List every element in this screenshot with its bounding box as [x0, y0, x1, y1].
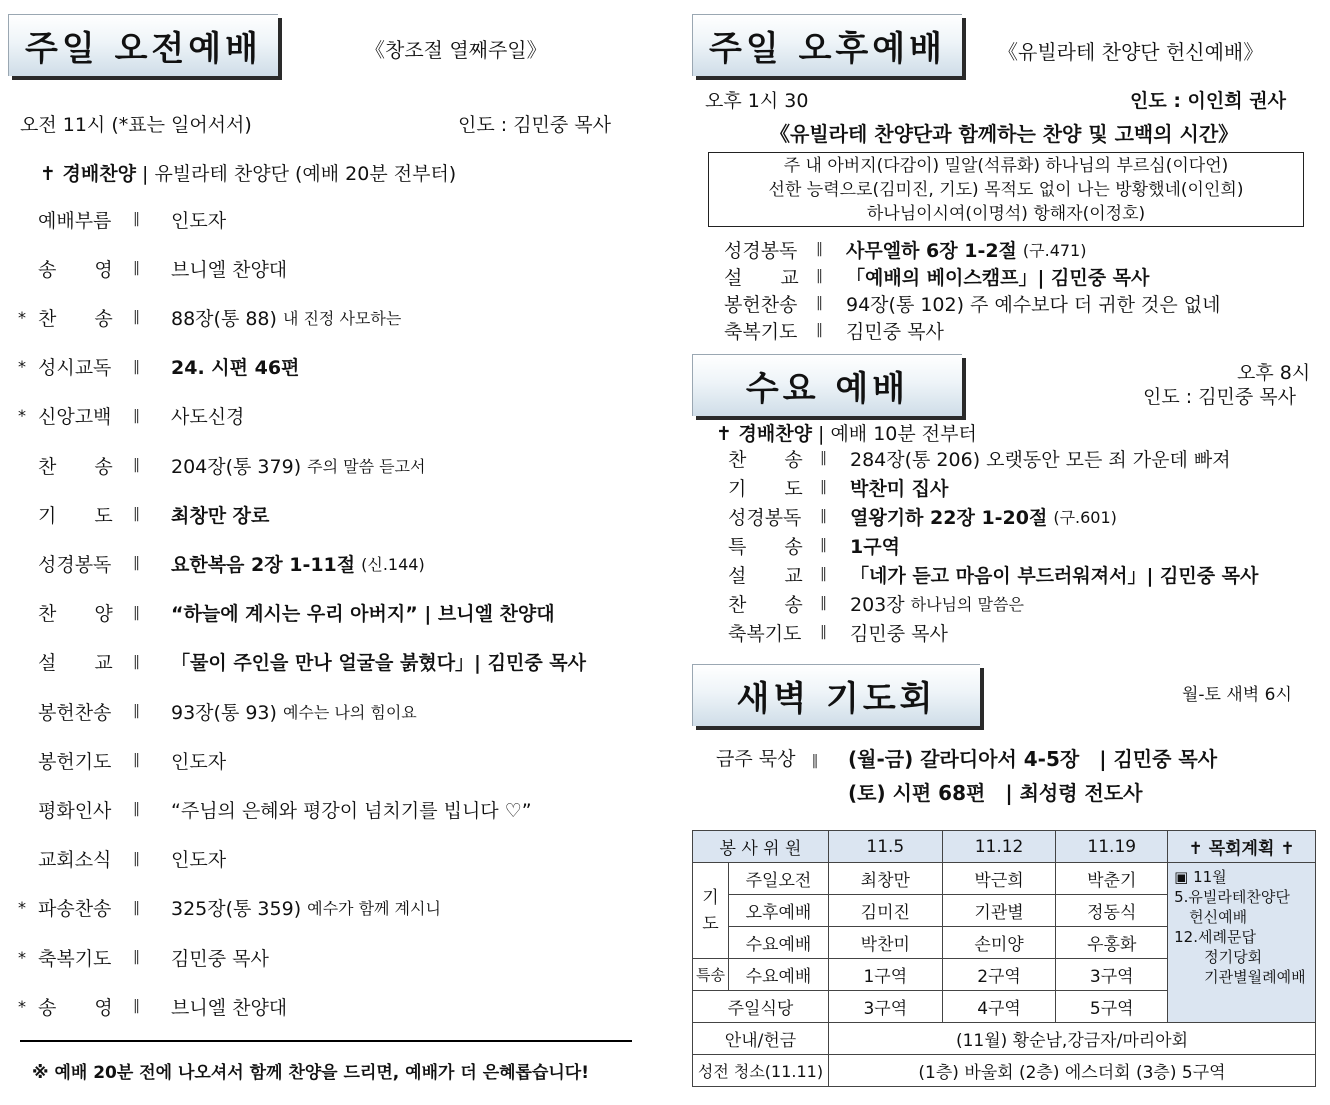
order-label: 기 도: [728, 477, 803, 500]
order-value: 김민중 목사: [850, 622, 948, 645]
cleaning-label: 성전 청소(11.11): [693, 1055, 829, 1087]
order-label: 예배부름: [38, 209, 112, 232]
order-label: 축복기도: [728, 622, 802, 645]
order-extra: 내 진정 사모하는: [282, 308, 402, 328]
special-song-label: 특송: [693, 959, 729, 991]
order-separator: ‖: [133, 949, 140, 965]
order-separator: ‖: [133, 211, 140, 227]
order-row: [728, 531, 900, 559]
duty-cell: 3구역: [1056, 959, 1168, 991]
afternoon-service-title: 주일 오후예배: [692, 14, 962, 76]
duty-row-label: 오후예배: [728, 895, 828, 927]
order-label: 축복기도: [38, 947, 112, 970]
order-separator: ‖: [133, 555, 140, 572]
order-separator: ‖: [820, 566, 827, 582]
order-value: 박찬미 집사: [850, 477, 949, 500]
duty-table: [692, 830, 1316, 1087]
order-value: 325장(통 359): [171, 898, 302, 921]
stand-marker: *: [18, 898, 26, 918]
prayer-group-label: 기 도: [693, 863, 729, 959]
dawn-label: 금주 묵상 ‖: [716, 748, 819, 770]
order-row: [724, 262, 1149, 290]
afternoon-song-list: [708, 152, 1304, 227]
order-label: 교회소식: [38, 849, 112, 872]
stand-marker: *: [18, 406, 26, 426]
dawn-line-saturday: (토) 시편 68편 | 최성령 전도사: [848, 781, 1143, 805]
duty-cell: 기관별: [942, 895, 1056, 927]
order-row: [724, 289, 1221, 317]
duty-cell: 박춘기: [1056, 863, 1168, 895]
order-separator: ‖: [133, 752, 140, 769]
order-value: 204장(통 379): [171, 455, 302, 478]
order-row: [18, 204, 226, 234]
order-separator: ‖: [820, 479, 827, 495]
order-extra: 예수가 함께 계시니: [307, 899, 441, 919]
morning-pre-praise: ✝ 경배찬양 | 유빌라테 찬양단 (예배 20분 전부터): [40, 163, 457, 185]
order-label: 봉헌찬송: [724, 293, 798, 316]
order-separator: ‖: [133, 358, 140, 375]
order-separator: ‖: [133, 703, 140, 719]
order-row: [18, 893, 441, 923]
order-separator: ‖: [133, 260, 140, 277]
order-separator: ‖: [133, 998, 140, 1015]
order-label: 성경봉독: [38, 553, 112, 576]
duty-cell: 최창만: [828, 863, 942, 895]
order-value: 사무엘하 6장 1-2절: [846, 239, 1017, 262]
duty-date: 11.5: [828, 831, 942, 863]
order-label: 평화인사: [38, 799, 112, 822]
order-row: [18, 548, 425, 578]
duty-row-label: 주일오전: [728, 863, 828, 895]
wednesday-service-title: 수요 예배: [692, 354, 962, 416]
order-separator: ‖: [816, 322, 823, 338]
order-value: 「네가 듣고 마음이 부드러워져서」| 김민중 목사: [850, 564, 1259, 587]
order-row: [18, 302, 401, 332]
order-value: “주님의 은혜와 평강이 넘치기를 빕니다 ♡”: [171, 799, 532, 822]
order-extra: 주의 말씀 듣고서: [307, 456, 426, 476]
order-value: 인도자: [171, 209, 227, 232]
song-line: 주 내 아버지(다감이) 밀알(석류화) 하나님의 부르심(이다언): [783, 156, 1229, 176]
order-value: 인도자: [171, 849, 227, 872]
wednesday-pre-praise: ✝ 경배찬양 | 예배 10분 전부터: [716, 423, 977, 445]
order-label: 신앙고백: [38, 406, 112, 429]
morning-service-title: 주일 오전예배: [8, 14, 278, 76]
duty-date: 11.12: [942, 831, 1056, 863]
duty-cell: 5구역: [1056, 991, 1168, 1023]
order-row: [18, 794, 532, 824]
order-value: “하늘에 계시는 우리 아버지” | 브니엘 찬양대: [171, 603, 555, 626]
order-separator: ‖: [820, 450, 827, 466]
stand-marker: *: [18, 947, 26, 967]
order-row: [18, 844, 226, 874]
order-value: 김민중 목사: [171, 947, 269, 970]
order-separator: ‖: [816, 295, 823, 311]
order-row: [18, 401, 244, 431]
order-row: [728, 502, 1117, 530]
duty-row-label: 수요예배: [728, 959, 828, 991]
dawn-time: 월-토 새벽 6시: [1182, 685, 1292, 705]
guide-value: (11월) 황순남,강금자/마리아회: [828, 1023, 1315, 1055]
order-row: [18, 598, 555, 628]
order-label: 설 교: [728, 564, 803, 587]
order-separator: ‖: [820, 624, 827, 640]
order-label: 찬 송: [38, 455, 113, 478]
order-value: 88장(통 88): [171, 307, 277, 330]
order-label: 설 교: [38, 652, 113, 675]
morning-time: 오전 11시 (*표는 일어서서): [20, 114, 252, 136]
order-row: [18, 352, 299, 382]
morning-leader: 인도 : 김민중 목사: [458, 114, 611, 136]
order-label: 송 영: [38, 258, 113, 281]
order-value: 「예배의 베이스캠프」| 김민중 목사: [846, 266, 1150, 289]
order-separator: ‖: [133, 653, 140, 670]
order-separator: ‖: [133, 309, 140, 326]
duty-cell: 우홍화: [1056, 927, 1168, 959]
morning-notice: ※ 예배 20분 전에 나오셔서 함께 찬양을 드리면, 예배가 더 은혜롭습니다!: [32, 1063, 589, 1083]
order-separator: ‖: [820, 508, 827, 524]
order-value: 최창만 장로: [171, 504, 270, 527]
order-separator: ‖: [133, 407, 140, 424]
guide-label: 안내/헌금: [693, 1023, 829, 1055]
duty-cell: 1구역: [828, 959, 942, 991]
order-label: 축복기도: [724, 320, 798, 343]
order-row: [18, 647, 586, 677]
order-separator: ‖: [820, 595, 827, 611]
order-row: [18, 253, 287, 283]
order-row: [728, 618, 948, 646]
order-extra: 하나님의 말씀은: [910, 594, 1024, 614]
order-row: [728, 444, 1231, 472]
duty-cell: 박근희: [942, 863, 1056, 895]
order-extra: (구.471): [1022, 240, 1087, 260]
order-separator: ‖: [133, 457, 140, 473]
order-value: 「물이 주인을 만나 얼굴을 붉혔다」| 김민중 목사: [171, 652, 587, 675]
order-extra: 예수는 나의 힘이요: [282, 702, 417, 722]
divider-line: [20, 1040, 632, 1042]
order-separator: ‖: [816, 241, 823, 257]
song-line: 선한 능력으로(김미진, 기도) 목적도 없이 나는 방황했네(이인희): [768, 180, 1244, 200]
order-value: 열왕기하 22장 1-20절: [850, 506, 1048, 529]
order-row: [18, 745, 226, 775]
order-row: [18, 450, 425, 480]
order-separator: ‖: [816, 268, 823, 284]
order-extra: (구.601): [1053, 507, 1117, 527]
order-separator: ‖: [133, 801, 140, 818]
order-row: [728, 589, 1024, 617]
order-value: 1구역: [850, 535, 900, 558]
order-label: 성경봉독: [728, 506, 802, 529]
plan-title: ✝ 목회계획 ✝: [1168, 831, 1316, 863]
order-separator: ‖: [133, 604, 140, 621]
duty-cell: 4구역: [942, 991, 1056, 1023]
order-label: 기 도: [38, 504, 113, 527]
order-row: [18, 942, 269, 972]
order-label: 찬 송: [728, 593, 803, 616]
order-separator: ‖: [820, 537, 827, 553]
order-label: 찬 송: [38, 307, 113, 330]
duty-header: 봉 사 위 원: [693, 831, 829, 863]
afternoon-theme: 《유빌라테 찬양단과 함께하는 찬양 및 고백의 시간》: [770, 122, 1239, 146]
order-row: [18, 499, 269, 529]
order-row: [728, 560, 1258, 588]
morning-subtitle: 《창조절 열째주일》: [365, 38, 547, 62]
order-value: 브니엘 찬양대: [171, 258, 288, 281]
wednesday-leader: 인도 : 김민중 목사: [1143, 386, 1296, 408]
cleaning-value: (1층) 바울회 (2층) 에스더회 (3층) 5구역: [828, 1055, 1315, 1087]
afternoon-subtitle: 《유빌라테 찬양단 헌신예배》: [998, 40, 1264, 64]
duty-cell: 손미양: [942, 927, 1056, 959]
order-value: 사도신경: [171, 406, 245, 429]
order-label: 찬 양: [38, 603, 113, 626]
duty-cell: 김미진: [828, 895, 942, 927]
order-separator: ‖: [133, 899, 140, 916]
afternoon-leader: 인도 : 이인희 권사: [1130, 90, 1286, 112]
order-value: 인도자: [171, 750, 227, 773]
order-value: 24. 시편 46편: [171, 357, 300, 380]
order-label: 특 송: [728, 535, 803, 558]
order-label: 성경봉독: [724, 239, 798, 262]
order-extra: (신.144): [361, 554, 425, 574]
duty-row-label: 수요예배: [728, 927, 828, 959]
order-label: 송 영: [38, 996, 113, 1019]
order-label: 파송찬송: [38, 898, 112, 921]
stand-marker: *: [18, 357, 26, 377]
order-value: 브니엘 찬양대: [171, 996, 288, 1019]
order-label: 봉헌기도: [38, 750, 112, 773]
order-value: 203장: [850, 593, 905, 616]
stand-marker: *: [18, 307, 26, 327]
order-row: [724, 316, 944, 344]
song-line: 하나님이시여(이명석) 항해자(이정호): [866, 204, 1146, 224]
plan-content: ▣ 11월 5.유빌라테찬양단 헌신예배 12.세례문답 정기당회 기관별월례예배: [1168, 863, 1316, 1023]
order-value: 김민중 목사: [846, 320, 944, 343]
duty-cell: 정동식: [1056, 895, 1168, 927]
dawn-prayer-title: 새벽 기도회: [692, 664, 980, 726]
order-row: [18, 991, 287, 1021]
duty-row-label: 주일식당: [693, 991, 829, 1023]
order-separator: ‖: [133, 506, 140, 523]
order-separator: ‖: [133, 850, 140, 867]
order-label: 성시교독: [38, 357, 112, 380]
order-value: 93장(통 93): [171, 701, 277, 724]
dawn-line-weekday: (월-금) 갈라디아서 4-5장 | 김민중 목사: [848, 747, 1218, 771]
wednesday-time: 오후 8시: [1237, 362, 1311, 384]
afternoon-time: 오후 1시 30: [705, 90, 809, 112]
order-value: 요한복음 2장 1-11절: [171, 553, 356, 576]
order-row: [18, 696, 417, 726]
duty-cell: 박찬미: [828, 927, 942, 959]
order-label: 설 교: [724, 266, 799, 289]
duty-date: 11.19: [1056, 831, 1168, 863]
stand-marker: *: [18, 996, 26, 1016]
order-row: [728, 473, 948, 501]
order-label: 찬 송: [728, 448, 803, 471]
order-value: 94장(통 102) 주 예수보다 더 귀한 것은 없네: [846, 293, 1221, 316]
order-row: [724, 235, 1086, 263]
order-value: 284장(통 206) 오랫동안 모든 죄 가운데 빠져: [850, 448, 1231, 471]
duty-cell: 2구역: [942, 959, 1056, 991]
duty-cell: 3구역: [828, 991, 942, 1023]
order-label: 봉헌찬송: [38, 701, 112, 724]
